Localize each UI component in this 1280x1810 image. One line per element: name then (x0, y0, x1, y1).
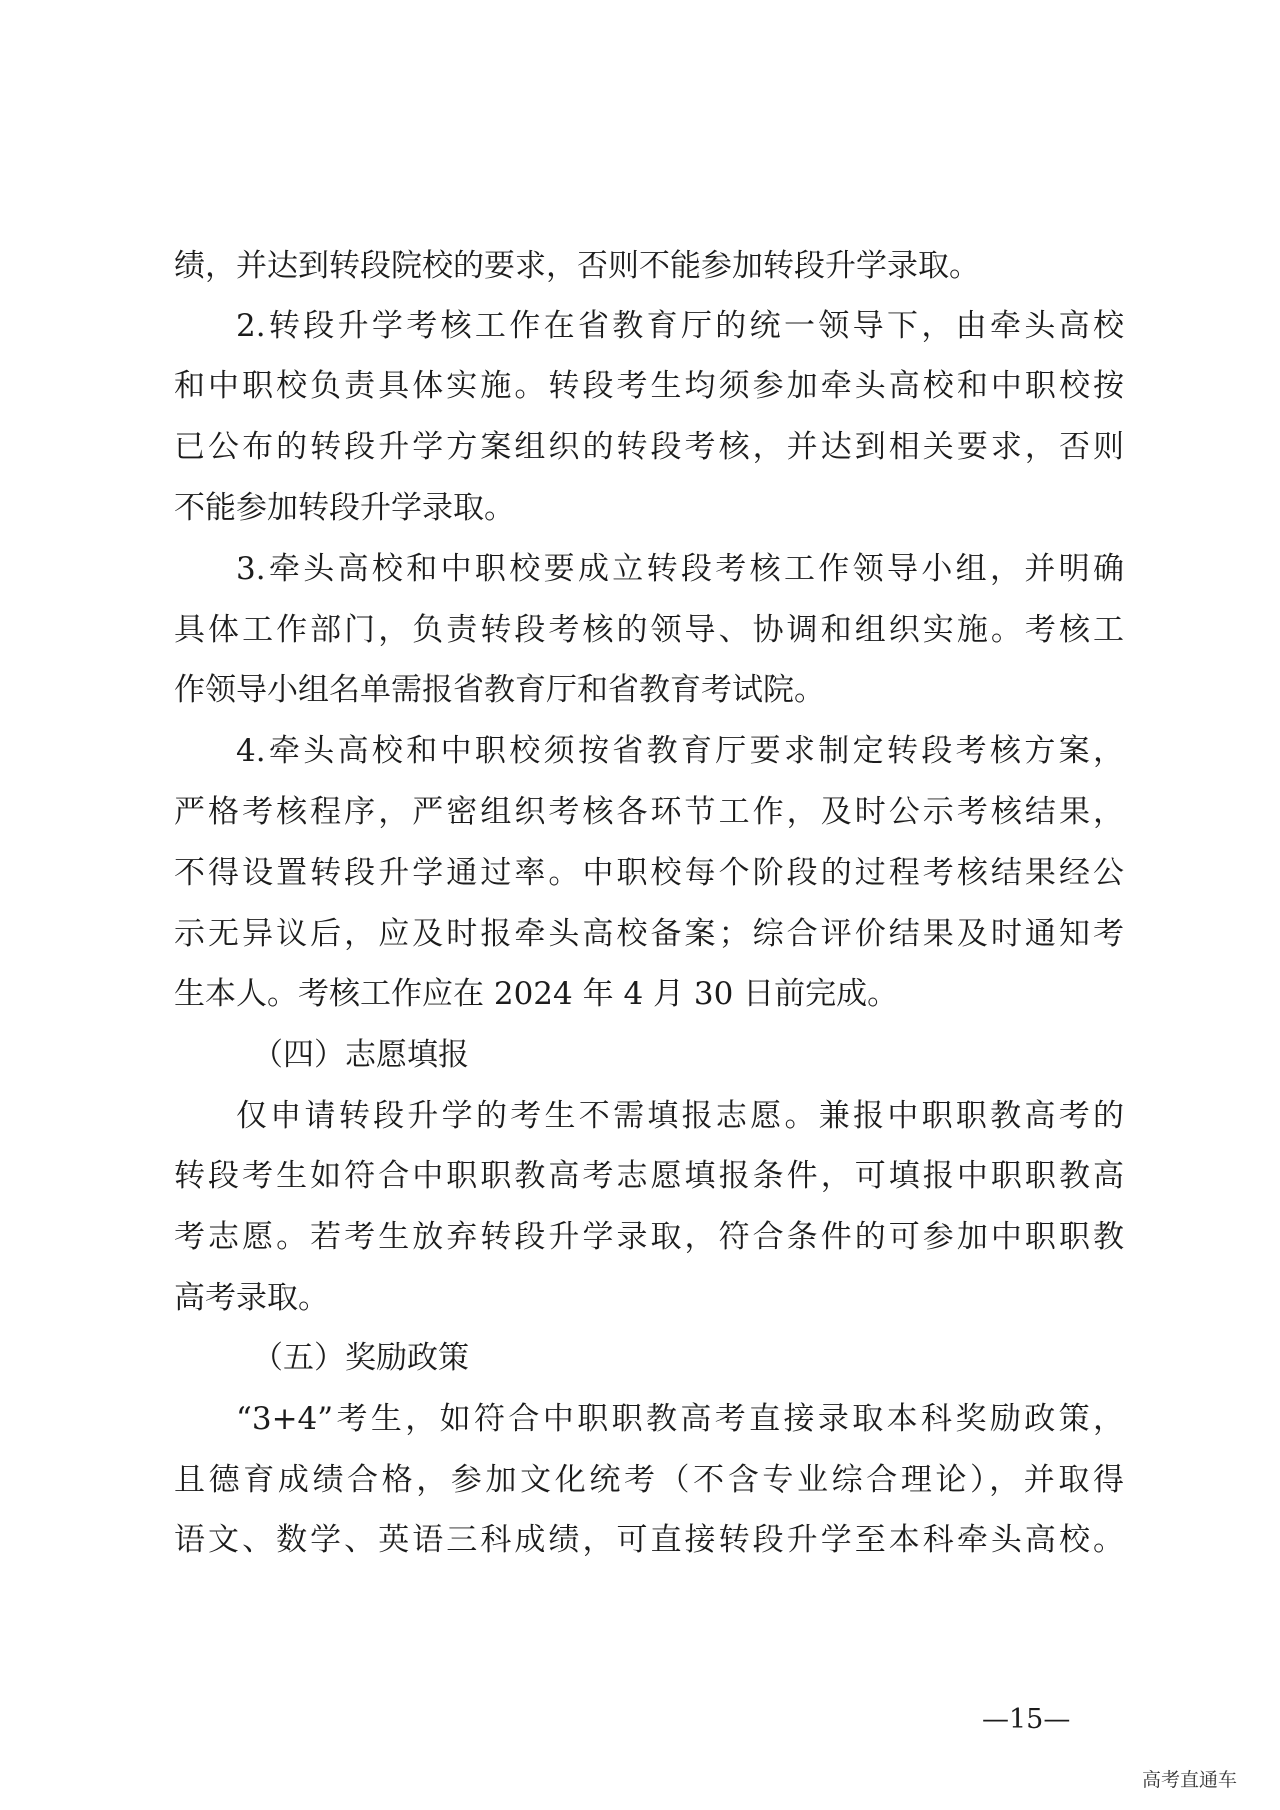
text-line: 仅申请转段升学的考生不需填报志愿。兼报中职职教高考的 (236, 1098, 1124, 1134)
text-line: 具体工作部门，负责转段考核的领导、协调和组织实施。考核工 (174, 612, 1124, 648)
watermark: 高考直通车 (1142, 1769, 1238, 1791)
text-line: 2.转段升学考核工作在省教育厅的统一领导下，由牵头高校 (236, 308, 1124, 344)
text-line: 和中职校负责具体实施。转段考生均须参加牵头高校和中职校按 (174, 368, 1124, 404)
text-line: 示无异议后，应及时报牵头高校备案；综合评价结果及时通知考 (174, 916, 1124, 952)
text-line: 不得设置转段升学通过率。中职校每个阶段的过程考核结果经公 (174, 855, 1124, 891)
text-line: 语文、数学、英语三科成绩，可直接转段升学至本科牵头高校。 (174, 1522, 1124, 1558)
text-line: 不能参加转段升学录取。 (174, 490, 515, 526)
text-line: 3.牵头高校和中职校要成立转段考核工作领导小组，并明确 (236, 551, 1124, 587)
section-heading: （四）志愿填报 (252, 1037, 469, 1073)
text-line: 且德育成绩合格，参加文化统考（不含专业综合理论），并取得 (174, 1462, 1124, 1498)
text-line: “3+4”考生，如符合中职职教高考直接录取本科奖励政策， (236, 1401, 1124, 1437)
page-number: —15— (982, 1704, 1071, 1735)
text-line: 严格考核程序，严密组织考核各环节工作，及时公示考核结果， (174, 794, 1124, 830)
text-line: 考志愿。若考生放弃转段升学录取，符合条件的可参加中职职教 (174, 1219, 1124, 1255)
text-line: 作领导小组名单需报省教育厅和省教育考试院。 (174, 672, 825, 708)
text-line: 已公布的转段升学方案组织的转段考核，并达到相关要求，否则 (174, 429, 1124, 465)
section-heading: （五）奖励政策 (252, 1340, 469, 1376)
text-line: 高考录取。 (174, 1280, 329, 1316)
text-line: 转段考生如符合中职职教高考志愿填报条件，可填报中职职教高 (174, 1158, 1124, 1194)
text-line: 生本人。考核工作应在 2024 年 4 月 30 日前完成。 (174, 976, 899, 1012)
text-line: 4.牵头高校和中职校须按省教育厅要求制定转段考核方案， (236, 733, 1124, 769)
text-line: 绩，并达到转段院校的要求，否则不能参加转段升学录取。 (174, 248, 980, 284)
